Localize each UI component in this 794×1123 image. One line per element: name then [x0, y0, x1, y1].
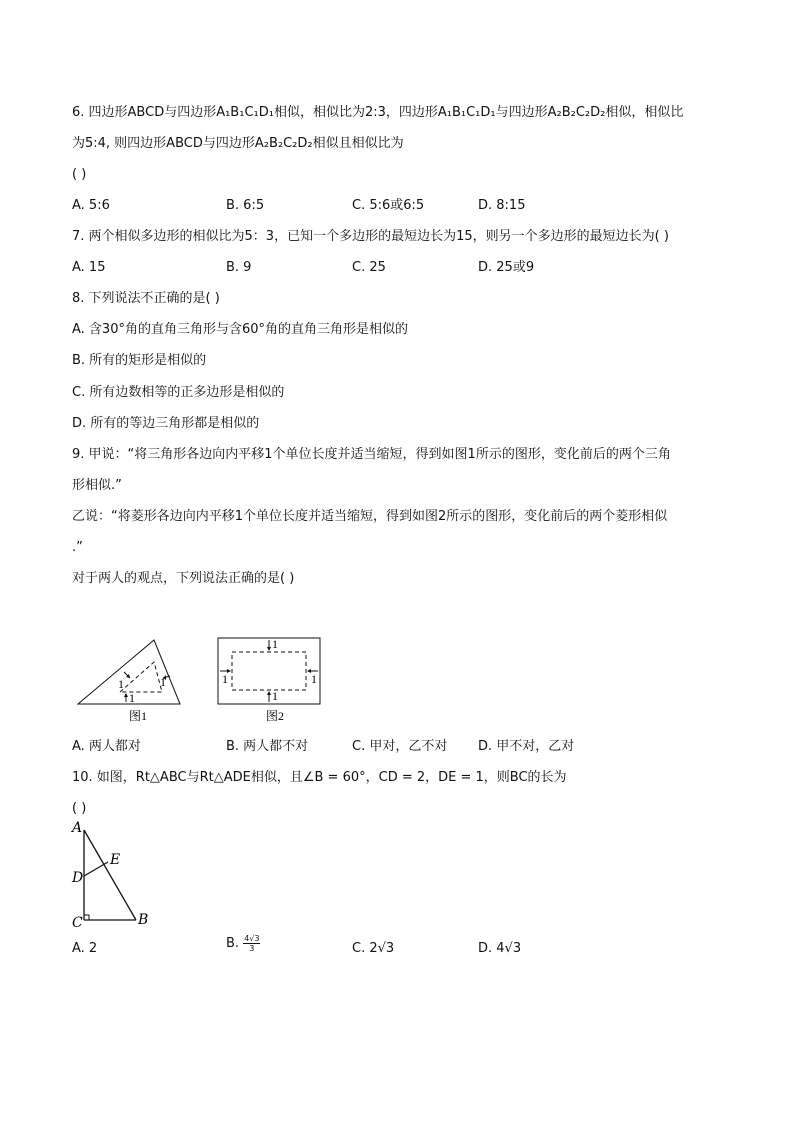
- q7-option-d: D. 25或9: [478, 260, 535, 275]
- q9-fig2-label-left: 1: [222, 672, 228, 686]
- q10-label-e: E: [110, 852, 121, 868]
- q9-fig2-label-right: 1: [311, 672, 317, 686]
- q8-option-a: A. 含30°角的直角三角形与含60°角的直角三角形是相似的: [72, 322, 409, 337]
- q10-label-a: A: [72, 820, 83, 836]
- q9-fig2-label-bottom: 1: [272, 689, 278, 703]
- q9-stem-line2: 形相似.”: [72, 478, 122, 493]
- q9-option-a: A. 两人都对: [72, 739, 141, 754]
- q6-option-b: B. 6:5: [226, 198, 265, 213]
- q6-stem-line1: 6. 四边形ABCD与四边形A₁B₁C₁D₁相似，相似比为2:3，四边形A₁B₁C₁D₁与四边形A₂B₂C₂D₂相似，相似比: [72, 105, 684, 120]
- q10-figure-right-triangle: [68, 820, 158, 932]
- q6-option-c: C. 5:6或6:5: [352, 198, 425, 213]
- q9-option-d: D. 甲不对，乙对: [478, 739, 575, 754]
- q9-figure-1-triangle: [74, 636, 184, 726]
- q8-option-b: B. 所有的矩形是相似的: [72, 353, 207, 368]
- q9-stem-line3: 乙说：“将菱形各边向内平移1个单位长度并适当缩短，得到如图2所示的图形，变化前后的两个菱形相似: [72, 509, 668, 524]
- q9-fig1-label-right: 1: [160, 675, 166, 689]
- q9-option-c: C. 甲对，乙不对: [352, 739, 448, 754]
- q7-option-b: B. 9: [226, 260, 252, 275]
- q10-option-b-numerator: 4√3: [244, 934, 260, 943]
- q10-label-c: C: [72, 915, 83, 931]
- q10-option-d: D. 4√3: [478, 941, 522, 956]
- q8-stem: 8. 下列说法不正确的是( ): [72, 291, 220, 306]
- q9-fig1-caption: 图1: [129, 709, 148, 723]
- q10-option-b-prefix: B.: [226, 936, 240, 951]
- q10-label-b: B: [138, 912, 149, 928]
- q10-option-c: C. 2√3: [352, 941, 395, 956]
- q7-stem: 7. 两个相似多边形的相似比为5：3，已知一个多边形的最短边长为15，则另一个多边形的最短边长为( ): [72, 229, 669, 244]
- q9-stem-line1: 9. 甲说：“将三角形各边向内平移1个单位长度并适当缩短，得到如图1所示的图形，变化前后的两个三角: [72, 447, 671, 462]
- q7-option-c: C. 25: [352, 260, 386, 275]
- q7-option-a: A. 15: [72, 260, 106, 275]
- q9-fig2-label-top: 1: [272, 637, 278, 651]
- q9-stem-line5: 对于两人的观点，下列说法正确的是( ): [72, 571, 295, 586]
- q10-stem: 10. 如图，Rt△ABC与Rt△ADE相似，且∠B = 60°，CD = 2，DE = 1，则BC的长为: [72, 770, 567, 785]
- q8-option-d: D. 所有的等边三角形都是相似的: [72, 416, 260, 431]
- q9-fig1-label-bottom: 1: [129, 691, 135, 705]
- q10-option-b: [226, 934, 260, 953]
- q10-option-a: A. 2: [72, 941, 98, 956]
- q9-figure-2-rectangle: [214, 636, 324, 726]
- q9-fig2-caption: 图2: [266, 709, 285, 723]
- q6-paren: ( ): [72, 167, 87, 182]
- q6-option-a: A. 5:6: [72, 198, 110, 213]
- q6-option-d: D. 8:15: [478, 198, 526, 213]
- q9-fig1-label-left: 1: [118, 677, 124, 691]
- q9-stem-line4: .”: [72, 540, 83, 555]
- q10-option-b-fraction: [243, 934, 260, 953]
- q10-option-b-denominator: 3: [249, 944, 255, 953]
- q9-option-b: B. 两人都不对: [226, 739, 309, 754]
- q10-paren: ( ): [72, 801, 87, 816]
- q10-label-d: D: [72, 870, 84, 886]
- q6-stem-line2: 为5:4, 则四边形ABCD与四边形A₂B₂C₂D₂相似且相似比为: [72, 136, 404, 151]
- q8-option-c: C. 所有边数相等的正多边形是相似的: [72, 385, 285, 400]
